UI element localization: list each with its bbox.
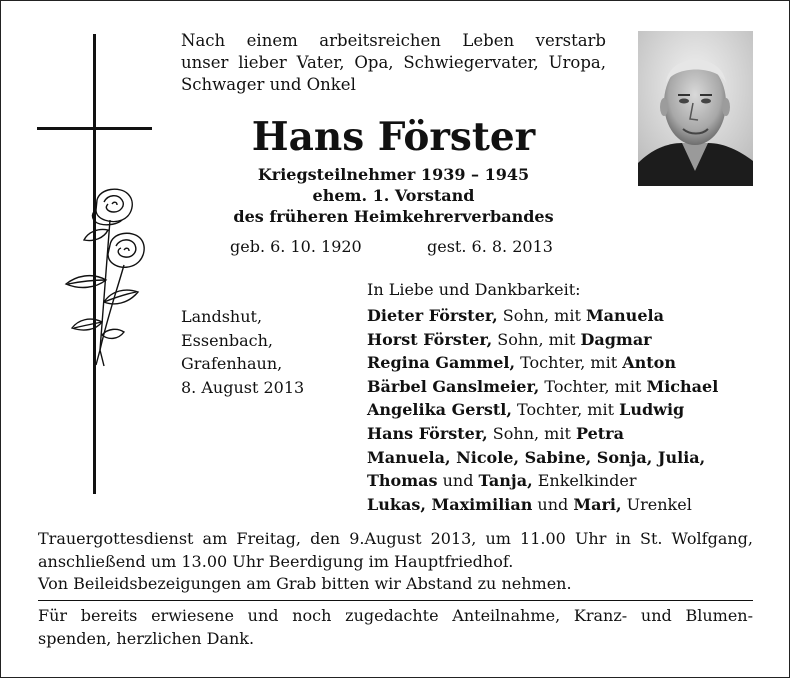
service-line: anschließend um 13.00 Uhr Beerdigung im Hauptfriedhof. bbox=[38, 551, 514, 571]
mourner-name: Dieter Förster, bbox=[367, 306, 498, 325]
great-grandchildren-row bbox=[367, 493, 718, 517]
great-grandchildren-relation: Urenkel bbox=[621, 494, 692, 514]
mourner-relation: Tochter, mit bbox=[539, 376, 647, 396]
mourner-relation: Tochter, mit bbox=[515, 353, 623, 373]
portrait-photo bbox=[638, 31, 753, 186]
mourner-name: Hans Förster, bbox=[367, 423, 488, 443]
mourner-row bbox=[367, 351, 718, 375]
mourner-partner: Michael bbox=[646, 376, 719, 396]
conjunction: und bbox=[437, 471, 479, 491]
grandchildren-names: Manuela, Nicole, Sabine, Sonja, Julia, bbox=[367, 447, 706, 467]
mourner-row bbox=[367, 375, 718, 399]
mourner-name: Regina Gammel, bbox=[367, 353, 516, 373]
detail-line: des früheren Heimkehrerverbandes bbox=[233, 207, 554, 226]
roses-icon bbox=[52, 180, 152, 380]
mourner-relation: Tochter, mit bbox=[511, 400, 620, 420]
divider bbox=[38, 600, 753, 601]
conjunction: und bbox=[532, 494, 574, 514]
thanks-line: spenden, herzlichen Dank. bbox=[38, 629, 255, 648]
cross-icon-bar bbox=[37, 127, 152, 130]
place-line: Landshut, bbox=[181, 307, 263, 326]
great-grandchild-name: Mari, bbox=[573, 494, 622, 514]
mourner-relation: Sohn, mit bbox=[497, 306, 586, 325]
gratitude-line: In Liebe und Dankbarkeit: bbox=[367, 280, 581, 299]
mourner-relation: Sohn, mit bbox=[487, 423, 576, 443]
thanks-text bbox=[38, 604, 753, 650]
service-info bbox=[38, 528, 753, 596]
mourner-row bbox=[367, 422, 718, 446]
mourner-name: Horst Förster, bbox=[367, 329, 493, 349]
mourner-partner: Anton bbox=[622, 353, 676, 373]
place-line: Grafenhaun, bbox=[181, 354, 283, 373]
great-grandchild-names: Lukas, Maximilian bbox=[367, 494, 533, 514]
intro-line: Schwager und Onkel bbox=[181, 75, 356, 94]
place-date: 8. August 2013 bbox=[181, 377, 305, 397]
grandchildren-relation: Enkelkinder bbox=[532, 471, 637, 491]
places-block bbox=[181, 305, 304, 399]
intro-line: unser lieber Vater, Opa, Schwiegervater, Uropa, bbox=[181, 53, 606, 72]
detail-line: Kriegsteilnehmer 1939 – 1945 bbox=[257, 165, 530, 184]
mourner-name: Bärbel Ganslmeier, bbox=[367, 376, 540, 396]
mourner-row bbox=[367, 304, 718, 328]
intro-text bbox=[181, 30, 606, 96]
grandchildren-row bbox=[367, 446, 718, 470]
thanks-line: Für bereits erwiesene und noch zugedachte Anteilnahme, Kranz- und Blumen- bbox=[38, 606, 753, 625]
mourner-row bbox=[367, 398, 718, 422]
grandchild-name: Thomas bbox=[367, 471, 438, 491]
mourner-partner: Ludwig bbox=[619, 400, 685, 420]
mourner-partner: Manuela bbox=[585, 306, 664, 325]
mourners-list bbox=[367, 304, 718, 516]
mourner-partner: Dagmar bbox=[580, 329, 652, 349]
birth-date: geb. 6. 10. 1920 bbox=[230, 237, 362, 256]
deceased-details bbox=[181, 164, 606, 227]
service-line: Trauergottesdienst am Freitag, den 9.August 2013, um 11.00 Uhr in St. Wolfgang, bbox=[38, 529, 753, 548]
death-date: gest. 6. 8. 2013 bbox=[427, 237, 553, 256]
place-line: Essenbach, bbox=[181, 330, 274, 350]
mourner-partner: Petra bbox=[575, 423, 624, 443]
detail-line: ehem. 1. Vorstand bbox=[312, 186, 475, 205]
mourner-name: Angelika Gerstl, bbox=[367, 400, 512, 420]
intro-line: Nach einem arbeitsreichen Leben verstarb bbox=[181, 31, 606, 50]
mourner-relation: Sohn, mit bbox=[492, 329, 581, 349]
mourner-row bbox=[367, 328, 718, 352]
grandchildren-row bbox=[367, 469, 718, 493]
grandchild-name: Tanja, bbox=[478, 471, 533, 491]
deceased-name: Hans Förster bbox=[251, 114, 536, 160]
service-line: Von Beileidsbezeigungen am Grab bitten wir Abstand zu nehmen. bbox=[38, 574, 572, 593]
